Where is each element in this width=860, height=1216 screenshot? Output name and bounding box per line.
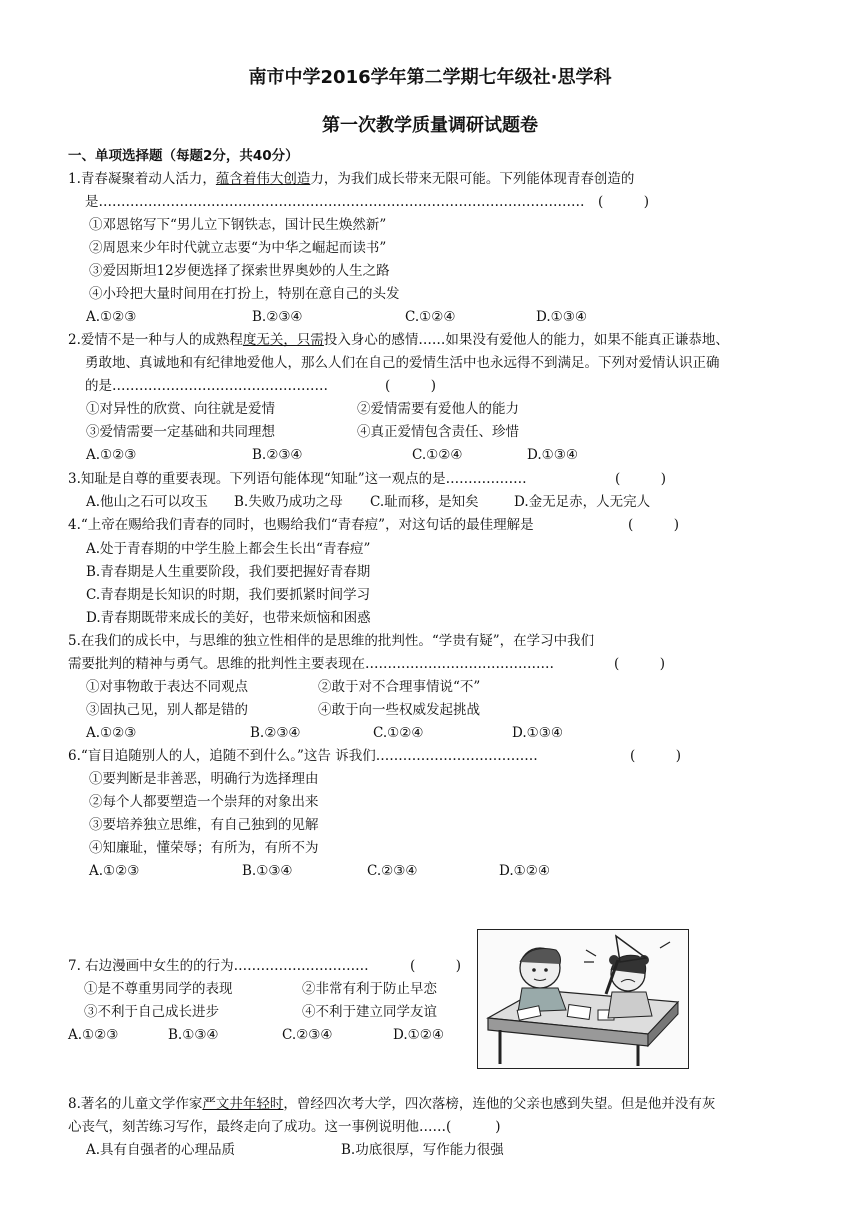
q4-paren: ( ) [628, 517, 680, 533]
q1-option: D.①③④ [536, 309, 587, 325]
q2-option: D.①③④ [527, 447, 578, 463]
cartoon-drawing [478, 930, 688, 1068]
q2-stem-b: 投入身心的感情……如果没有爱他人的能力，如果不能真正谦恭地、 [323, 332, 729, 348]
q1-stem-line2: 是……………………………………………………………………………………………… [85, 194, 585, 210]
q6-item: ③要培养独立思维，有自己独到的见解 [89, 817, 319, 833]
q1-option: A.①②③ [86, 309, 137, 325]
q2-stem-line2: 勇敢地、真诚地和有纪律地爱他人，那么人们在自己的爱情生活中也永远得不到满足。下列对爱情认识正确 [85, 355, 720, 371]
q6-item: ①要判断是非善恶，明确行为选择理由 [89, 771, 319, 787]
q2-stem-line3: 的是………………………………………… [85, 378, 328, 394]
q4-option: D.青春期既带来成长的美好，也带来烦恼和困惑 [86, 610, 371, 626]
q8-stem-line2-text: 心丧气，刻苦练习写作，最终走向了成功。这一事例说明他……( [68, 1119, 452, 1135]
q4-option: A.处于青春期的中学生脸上都会生长出“青春痘” [86, 541, 371, 557]
q3-option: B.失败乃成功之母 [234, 494, 343, 510]
q6-option: B.①③④ [242, 863, 293, 879]
q5-paren: ( ) [614, 656, 666, 672]
q2-paren: ( ) [385, 378, 437, 394]
q2-option: C.①②④ [412, 447, 463, 463]
q7-paren: ( ) [410, 958, 462, 974]
q8-stem-a: 8.著名的儿童文学作家 [68, 1096, 203, 1112]
q2-stem [68, 331, 729, 349]
q7-option: C.②③④ [282, 1027, 333, 1043]
classroom-cartoon-image [477, 929, 689, 1069]
q6-stem: 6.“盲目追随别人的人，追随不到什么。”这告 诉我们……………………………… [68, 748, 538, 764]
q8-option: B.功底很厚，写作能力很强 [341, 1142, 504, 1158]
q7-item: ④不利于建立同学友谊 [302, 1004, 437, 1020]
q2-option: B.②③④ [252, 447, 303, 463]
q1-stem-b: 力，为我们成长带来无限可能。下列能体现青春创造的 [310, 171, 635, 187]
q1-item: ③爱因斯坦12岁便选择了探索世界奥妙的人生之路 [89, 263, 390, 279]
q5-item: ③固执己见，别人都是错的 [86, 702, 248, 718]
q2-stem-a: 2.爱情不是一种与人的成熟程 [68, 332, 243, 348]
q1-item: ②周恩来少年时代就立志要“为中华之崛起而读书” [89, 240, 387, 256]
q7-stem: 7. 右边漫画中女生的的行为………………………… [68, 958, 369, 974]
q7-option: B.①③④ [168, 1027, 219, 1043]
q5-stem-line2: 需要批判的精神与勇气。思维的批判性主要表现在…………………………………… [68, 656, 554, 672]
q5-stem-line1: 5.在我们的成长中，与思维的独立性相伴的是思维的批判性。“学贵有疑”，在学习中我们 [68, 633, 595, 649]
q2-item: ②爱情需要有爱他人的能力 [357, 401, 519, 417]
q8-stem-line2 [68, 1118, 501, 1136]
q6-option: D.①②④ [499, 863, 550, 879]
exam-title-line1: 南市中学2016学年第二学期七年级社·思学科 [248, 67, 612, 88]
q6-option: C.②③④ [367, 863, 418, 879]
q2-item: ③爱情需要一定基础和共同理想 [86, 424, 275, 440]
exam-title-line2: 第一次教学质量调研试题卷 [322, 115, 538, 136]
q1-stem-a: 1.青春凝聚着动人活力， [68, 171, 216, 187]
q7-item: ①是不尊重男同学的表现 [84, 981, 233, 997]
q1-item: ①邓恩铭写下“男儿立下钢铁志，国计民生焕然新” [89, 217, 387, 233]
q5-option: A.①②③ [86, 725, 137, 741]
q6-item: ②每个人都要塑造一个崇拜的对象出来 [89, 794, 319, 810]
q5-item: ②敢于对不合理事情说“不” [318, 679, 481, 695]
q2-option: A.①②③ [86, 447, 137, 463]
q5-item: ①对事物敢于表达不同观点 [86, 679, 248, 695]
q3-option: C.耻而移，是知矣 [370, 494, 479, 510]
q3-paren: ( ) [615, 471, 667, 487]
q8-stem-underlined: 严文井年轻时 [202, 1096, 284, 1112]
q3-option: D.金无足赤，人无完人 [514, 494, 651, 510]
q7-item: ②非常有利于防止早恋 [302, 981, 437, 997]
section-heading: 一、单项选择题（每题2分，共40分） [68, 148, 299, 164]
q3-stem: 3.知耻是自尊的重要表现。下列语句能体现“知耻”这一观点的是……………… [68, 471, 527, 487]
q1-stem [68, 170, 634, 188]
q5-option: C.①②④ [373, 725, 424, 741]
q4-option: C.青春期是长知识的时期，我们要抓紧时间学习 [86, 587, 371, 603]
q4-option: B.青春期是人生重要阶段，我们要把握好青春期 [86, 564, 371, 580]
q8-stem [68, 1095, 715, 1113]
q5-item: ④敢于向一些权威发起挑战 [318, 702, 480, 718]
q1-item: ④小玲把大量时间用在打扮上，特别在意自己的头发 [89, 286, 400, 302]
q1-paren: ( ) [598, 194, 650, 210]
q6-option: A.①②③ [89, 863, 140, 879]
q1-stem-underlined: 蕴含着伟大创造 [215, 171, 311, 187]
q1-option: C.①②④ [405, 309, 456, 325]
q2-item: ①对异性的欣赏、向往就是爱情 [86, 401, 275, 417]
q4-stem: 4.“上帝在赐给我们青春的同时，也赐给我们“青春痘”，对这句话的最佳理解是 [68, 517, 534, 533]
q8-stem-b: ，曾经四次考大学，四次落榜，连他的父亲也感到失望。但是他并没有灰 [283, 1096, 716, 1112]
q3-option: A.他山之石可以攻玉 [86, 494, 209, 510]
q1-option: B.②③④ [252, 309, 303, 325]
q8-option: A.具有自强者的心理品质 [86, 1142, 236, 1158]
q5-option: B.②③④ [250, 725, 301, 741]
q7-option: D.①②④ [393, 1027, 444, 1043]
q2-item: ④真正爱情包含责任、珍惜 [357, 424, 519, 440]
q7-option: A.①②③ [68, 1027, 119, 1043]
q5-option: D.①③④ [512, 725, 563, 741]
q7-item: ③不利于自己成长进步 [84, 1004, 219, 1020]
q6-paren: ( ) [630, 748, 682, 764]
q6-item: ④知廉耻，懂荣辱；有所为，有所不为 [89, 840, 319, 856]
q2-stem-underlined: 度无关，只需 [242, 332, 324, 348]
q8-paren-close: ) [495, 1119, 501, 1135]
